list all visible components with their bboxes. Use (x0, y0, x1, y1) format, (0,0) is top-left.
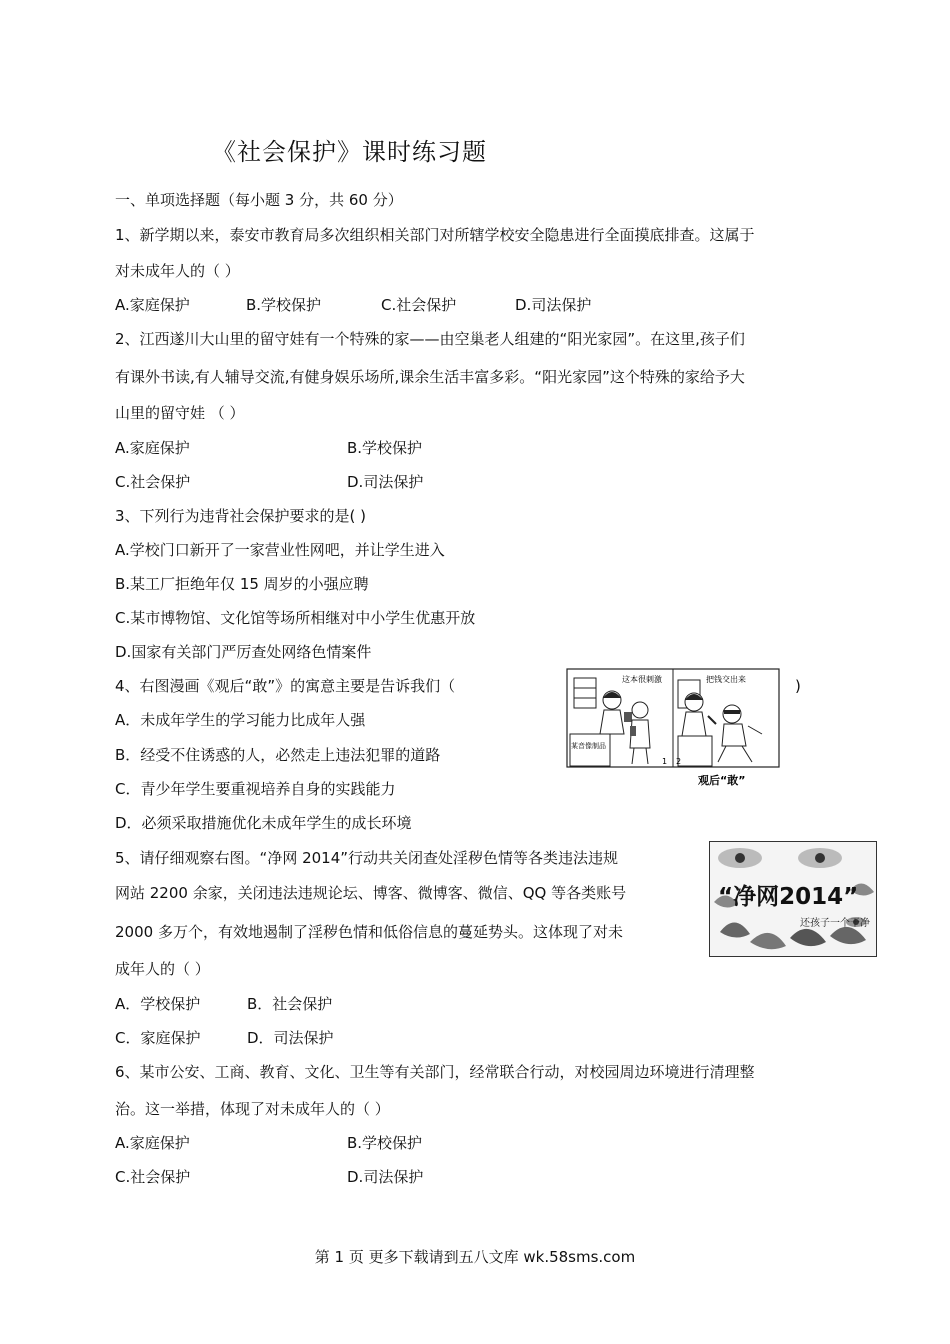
q1-option-b: B.学校保护 (246, 296, 322, 314)
page-title: 《社会保护》课时练习题 (212, 138, 487, 166)
question-6-text: 6、某市公安、工商、教育、文化、卫生等有关部门，经常联合行动，对校园周边环境进行清理整 (115, 1063, 755, 1081)
q6-option-c: C.社会保护 (115, 1168, 191, 1186)
q5-option-d: D．司法保护 (247, 1029, 334, 1047)
net-campaign-image (709, 841, 877, 957)
cartoon-panel-1-num: 1 (662, 757, 668, 766)
q4-option-b: B．经受不住诱惑的人，必然走上违法犯罪的道路 (115, 746, 441, 764)
cartoon-shop-sign: 某音像制品 (571, 742, 606, 750)
q3-option-a: A.学校门口新开了一家营业性网吧，并让学生进入 (115, 541, 445, 559)
question-5-text-cont: 网站 2200 余家，关闭违法违规论坛、博客、微博客、微信、QQ 等各类账号 (115, 884, 627, 902)
question-2-text-cont: 有课外书读,有人辅导交流,有健身娱乐场所,课余生活丰富多彩。“阳光家园”这个特殊的家给予大 (115, 368, 745, 386)
q2-option-a: A.家庭保护 (115, 439, 190, 457)
q6-option-b: B.学校保护 (347, 1134, 423, 1152)
q4-option-a: A．未成年学生的学习能力比成年人强 (115, 711, 366, 729)
cartoon-image (566, 668, 780, 788)
section-heading: 一、单项选择题（每小题 3 分，共 60 分） (115, 191, 403, 209)
q1-option-a: A.家庭保护 (115, 296, 190, 314)
net-campaign-title: “净网2014” (718, 884, 859, 910)
question-1-text: 1、新学期以来，泰安市教育局多次组织相关部门对所辖学校安全隐患进行全面摸底排查。这属于 (115, 226, 755, 244)
page-footer: 第 1 页 更多下载请到五八文库 wk.58sms.com (314, 1248, 636, 1266)
cartoon-bubble-1: 这本很刺激 (622, 675, 662, 684)
question-1-text-cont: 对未成年人的（ ） (115, 262, 240, 280)
question-2-text: 2、江西遂川大山里的留守娃有一个特殊的家——由空巢老人组建的“阳光家园”。在这里,孩子们 (115, 330, 745, 348)
net-campaign-subtitle: 还孩子一个干净 (800, 918, 870, 929)
question-5-text: 5、请仔细观察右图。“净网 2014”行动共关闭查处淫秽色情等各类违法违规 (115, 849, 619, 867)
q3-option-b: B.某工厂拒绝年仅 15 周岁的小强应聘 (115, 575, 369, 593)
q6-option-a: A.家庭保护 (115, 1134, 190, 1152)
q5-option-c: C．家庭保护 (115, 1029, 201, 1047)
question-6-text-cont: 治。这一举措，体现了对未成年人的（ ） (115, 1100, 390, 1118)
question-3-text: 3、下列行为违背社会保护要求的是( ) (115, 507, 367, 525)
q1-option-d: D.司法保护 (515, 296, 592, 314)
q5-option-b: B．社会保护 (247, 995, 333, 1013)
q5-option-a: A．学校保护 (115, 995, 201, 1013)
q3-option-c: C.某市博物馆、文化馆等场所相继对中小学生优惠开放 (115, 609, 476, 627)
cartoon-caption: 观后“敢” (698, 774, 746, 787)
cartoon-bubble-2: 把钱交出来 (706, 675, 746, 684)
q4-option-c: C．青少年学生要重视培养自身的实践能力 (115, 780, 396, 798)
q1-option-c: C.社会保护 (381, 296, 457, 314)
cartoon-panel-2-num: 2 (676, 757, 682, 766)
question-4-text: 4、右图漫画《观后“敢”》的寓意主要是告诉我们（ (115, 677, 456, 695)
q2-option-b: B.学校保护 (347, 439, 423, 457)
question-2-text-cont2: 山里的留守娃 （ ） (115, 404, 245, 422)
q2-option-c: C.社会保护 (115, 473, 191, 491)
q6-option-d: D.司法保护 (347, 1168, 424, 1186)
question-5-text-cont2: 2000 多万个，有效地遏制了淫秽色情和低俗信息的蔓延势头。这体现了对未 (115, 923, 623, 941)
q2-option-d: D.司法保护 (347, 473, 424, 491)
question-5-text-cont3: 成年人的（ ） (115, 960, 210, 978)
q3-option-d: D.国家有关部门严厉查处网络色情案件 (115, 643, 372, 661)
q4-option-d: D．必须采取措施优化未成年学生的成长环境 (115, 814, 412, 832)
question-4-paren: ) (795, 677, 801, 695)
